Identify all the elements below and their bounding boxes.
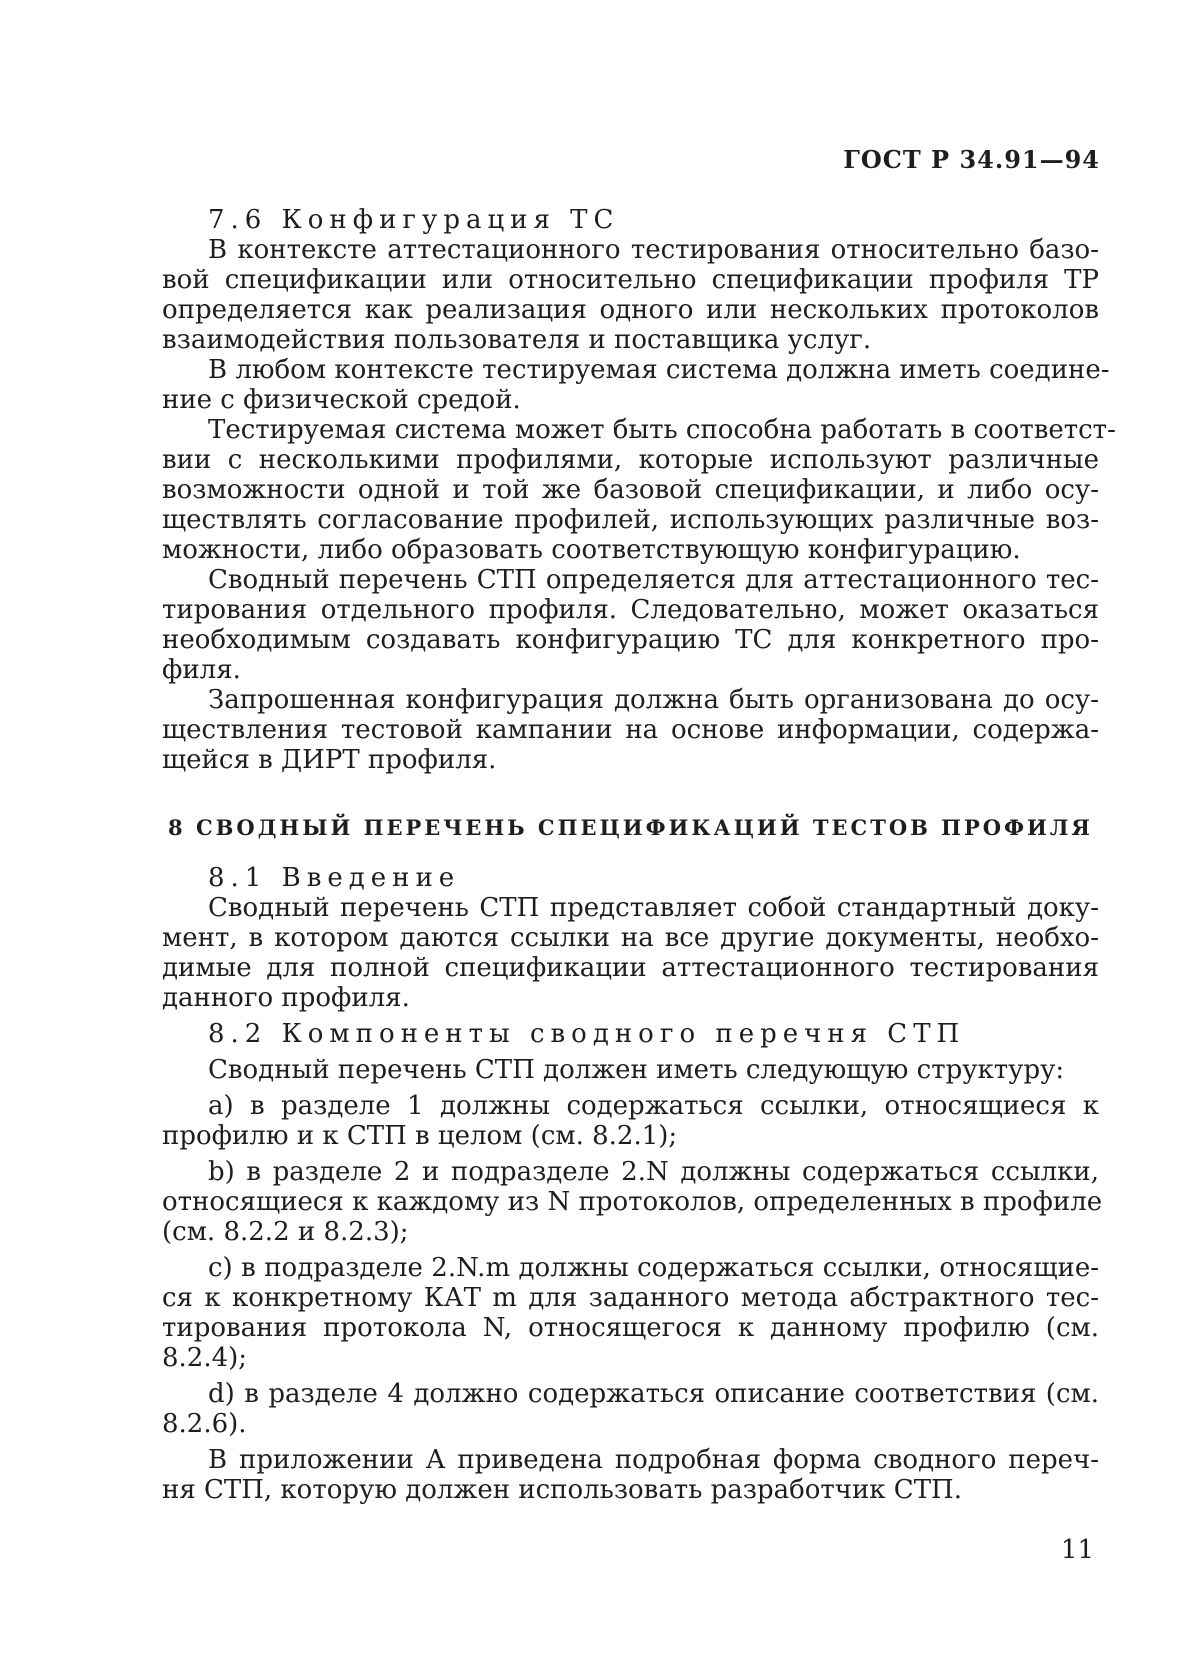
list-item: d) в разделе 4 должно содержаться описание соответствия (см. 8.2.6). bbox=[162, 1379, 1099, 1439]
paragraph: Сводный перечень СТП представляет собой стандартный доку- мент, в котором даются ссылки на все другие документы, необхо- димые для полной спецификации аттестационного тестирования данного профиля. bbox=[162, 893, 1099, 1013]
section-8-title: 8 СВОДНЫЙ ПЕРЕЧЕНЬ СПЕЦИФИКАЦИЙ ТЕСТОВ ПРОФИЛЯ bbox=[168, 815, 1093, 840]
paragraph: В контексте аттестационного тестирования относительно базо- вой спецификации или относительно спецификации профиля ТР определяется как реализация одного или нескольких протоколов взаимодействия пользователя и поставщика услуг. bbox=[162, 235, 1099, 355]
paragraph: Тестируемая система может быть способна работать в соответст- вии с несколькими профилями, которые используют различные возможности одной и той же базовой спецификации, и либо осу- ществлять согласование профилей, использующих различные воз- можности, либо образовать соответствующую конфигурацию. bbox=[162, 415, 1116, 565]
section-8-2-intro: Сводный перечень СТП должен иметь следующую структуру: bbox=[208, 1055, 1065, 1085]
paragraph: В приложении А приведена подробная форма сводного переч- ня СТП, которую должен использовать разработчик СТП. bbox=[162, 1445, 1099, 1505]
list-item: с) в подразделе 2.N.m должны содержаться ссылки, относящие- ся к конкретному КАТ m для заданного метода абстрактного тес- тирования протокола N, относящегося к данному профилю (см. 8.2.4); bbox=[162, 1253, 1099, 1373]
body-text bbox=[162, 205, 1116, 1505]
list-item: b) в разделе 2 и подразделе 2.N должны содержаться ссылки, относящиеся к каждому из N протоколов, определенных в профиле (см. 8.2.2 и 8.2.3); bbox=[162, 1157, 1103, 1247]
section-7-6-title: 7.6 Конфигурация ТС bbox=[208, 205, 620, 235]
list-item: а) в разделе 1 должны содержаться ссылки, относящиеся к профилю и к СТП в целом (см. 8.2.1); bbox=[162, 1091, 1099, 1151]
paragraph: Сводный перечень СТП определяется для аттестационного тес- тирования отдельного профиля. Следовательно, может оказаться необходимым создавать конфигурацию ТС для конкретного про- филя. bbox=[162, 565, 1099, 685]
document-header: ГОСТ Р 34.91—94 bbox=[843, 145, 1100, 174]
paragraph: Запрошенная конфигурация должна быть организована до осу- ществления тестовой кампании на основе информации, содержа- щейся в ДИРТ профиля. bbox=[162, 685, 1099, 775]
paragraph: В любом контексте тестируемая система должна иметь соедине- ние с физической средой. bbox=[162, 355, 1110, 415]
section-8-2-title: 8.2 Компоненты сводного перечня СТП bbox=[208, 1019, 966, 1049]
section-8-1-title: 8.1 Введение bbox=[208, 863, 461, 893]
page-number: 11 bbox=[1060, 1535, 1094, 1565]
